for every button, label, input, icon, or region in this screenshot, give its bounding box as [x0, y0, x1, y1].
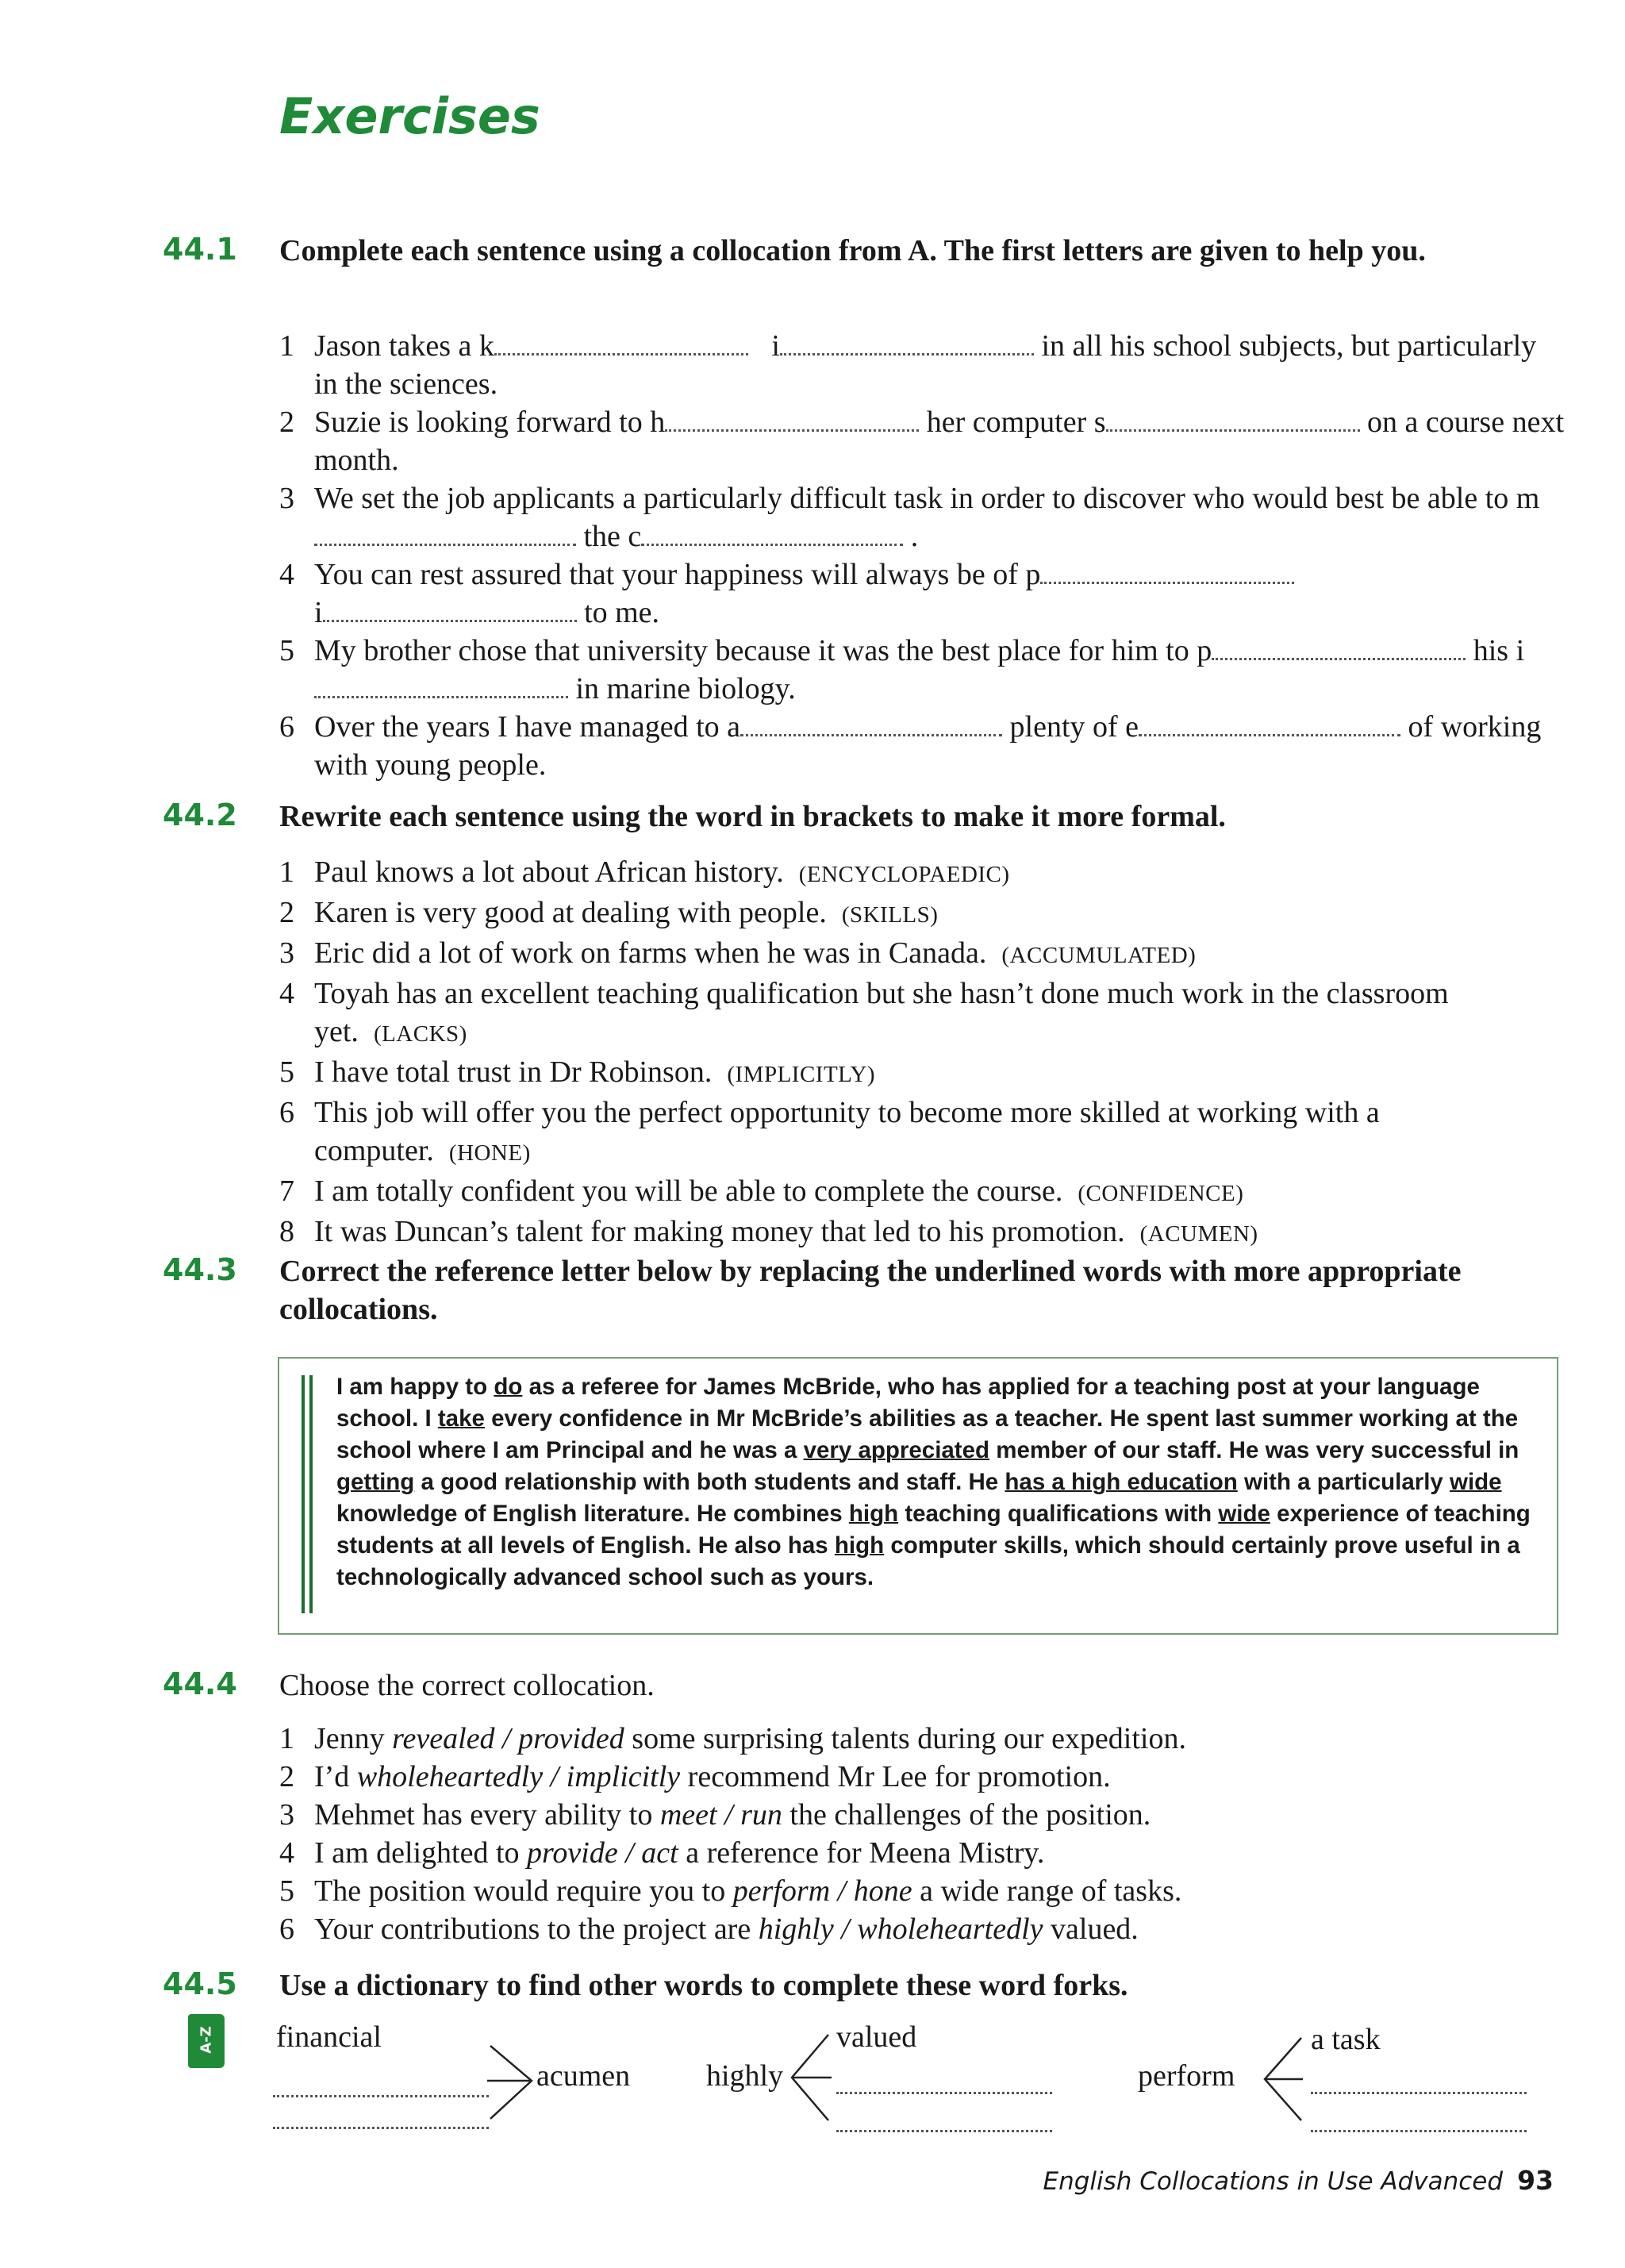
- list-item: [279, 1758, 1565, 1796]
- answer-blank[interactable]: [665, 406, 919, 432]
- item-text: her computer s: [919, 406, 1106, 439]
- item-number: 2: [279, 1760, 294, 1793]
- item-text: I’d: [314, 1760, 357, 1793]
- list-item: [279, 974, 1565, 1053]
- answer-blank[interactable]: [273, 2103, 489, 2129]
- page-title: Exercises: [279, 87, 540, 145]
- choice-options[interactable]: revealed / provided: [392, 1722, 624, 1755]
- answer-blank[interactable]: [1040, 558, 1294, 584]
- item-text: We set the job applicants a particularly difficult task in order to discover who would best be able to m: [314, 482, 1540, 515]
- exercise-list: [279, 853, 1565, 1253]
- choice-options[interactable]: provide / act: [527, 1836, 678, 1870]
- choice-options[interactable]: highly / wholeheartedly: [758, 1912, 1043, 1946]
- item-number: 3: [279, 482, 294, 515]
- item-text: in marine biology.: [568, 672, 796, 705]
- underlined-word: take: [437, 1405, 485, 1432]
- item-number: 5: [279, 1055, 294, 1089]
- fork-word: a task: [1311, 2023, 1381, 2056]
- item-text: i: [314, 596, 323, 629]
- answer-blank[interactable]: [1311, 2068, 1527, 2094]
- item-number: 8: [279, 1215, 294, 1248]
- item-text: Paul knows a lot about African history.: [314, 855, 784, 889]
- item-number: 5: [279, 1874, 294, 1908]
- item-text: Jenny: [314, 1722, 393, 1755]
- item-text: I have total trust in Dr Robinson.: [314, 1055, 713, 1089]
- item-text: i: [763, 329, 780, 363]
- answer-blank[interactable]: [836, 2068, 1052, 2094]
- exercise-instruction: Choose the correct collocation.: [279, 1669, 655, 1702]
- item-number: 4: [279, 558, 294, 591]
- bracket-word: (HONE): [448, 1140, 531, 1166]
- answer-blank[interactable]: [641, 520, 903, 546]
- underlined-word: high: [848, 1501, 899, 1527]
- item-number: 3: [279, 1798, 294, 1832]
- exercise-number: 44.2: [163, 798, 237, 832]
- letter-text: computer skills, which should certainly prove useful in a technologically advanced school such as yours.: [336, 1532, 1520, 1590]
- list-item: [279, 555, 1565, 632]
- answer-blank[interactable]: [1212, 634, 1466, 660]
- list-item: [279, 1910, 1565, 1948]
- bracket-word: (ACUMEN): [1139, 1221, 1258, 1247]
- item-text: the challenges of the position.: [782, 1798, 1151, 1832]
- list-item: [279, 853, 1565, 894]
- item-number: 2: [279, 896, 294, 929]
- fork-lines: [787, 2028, 835, 2124]
- letter-text: teaching qualifications with: [898, 1501, 1219, 1527]
- exercise-list: [279, 1720, 1565, 1948]
- item-text: Toyah has an excellent teaching qualification but she hasn’t done much work in the classroom yet.: [314, 977, 1449, 1048]
- underlined-word: wide: [1450, 1469, 1502, 1495]
- reference-letter-text: [336, 1371, 1542, 1593]
- answer-blank[interactable]: [314, 520, 576, 546]
- fork-word: perform: [1138, 2059, 1235, 2093]
- exercise-number: 44.5: [163, 1966, 237, 2001]
- item-text: in all his school subjects, but particularly in the sciences.: [314, 329, 1537, 401]
- item-number: 4: [279, 1836, 294, 1870]
- fork-word: highly: [706, 2059, 784, 2093]
- exercise-instruction: Rewrite each sentence using the word in brackets to make it more formal.: [279, 800, 1226, 833]
- letter-margin-bar: [309, 1375, 313, 1613]
- exercise-instruction: Complete each sentence using a collocation from A. The first letters are given to help you.: [279, 234, 1426, 267]
- underlined-word: high: [834, 1532, 885, 1559]
- list-item: [279, 1053, 1565, 1094]
- item-number: 6: [279, 710, 294, 744]
- item-text: Over the years I have managed to a: [314, 710, 741, 744]
- answer-blank[interactable]: [836, 2106, 1052, 2132]
- exercise-list: [279, 327, 1565, 784]
- book-title: English Collocations in Use Advanced: [1043, 2167, 1504, 2196]
- item-number: 6: [279, 1096, 294, 1129]
- item-text: My brother chose that university because it was the best place for him to p: [314, 634, 1212, 667]
- fork-lines: [1258, 2032, 1306, 2124]
- underlined-word: do: [494, 1374, 523, 1400]
- item-number: 4: [279, 977, 294, 1010]
- underlined-word: has a high education: [1005, 1469, 1238, 1495]
- exercise-number: 44.1: [163, 232, 237, 267]
- answer-blank[interactable]: [1106, 406, 1360, 432]
- list-item: [279, 1872, 1565, 1910]
- item-text: Jason takes a k: [314, 329, 494, 363]
- fork-word: financial: [276, 2020, 382, 2054]
- item-text: You can rest assured that your happiness will always be of p: [314, 558, 1041, 591]
- letter-text: a good relationship with both students and staff. He: [414, 1469, 1005, 1495]
- fork-word: valued: [836, 2020, 917, 2054]
- underlined-word: wide: [1218, 1501, 1270, 1527]
- answer-blank[interactable]: [323, 596, 577, 622]
- item-text: Mehmet has every ability to: [314, 1798, 660, 1832]
- item-text: It was Duncan’s talent for making money that led to his promotion.: [314, 1215, 1125, 1248]
- item-text: some surprising talents during our expedition.: [624, 1722, 1186, 1755]
- answer-blank[interactable]: [740, 710, 1002, 736]
- list-item: [279, 1834, 1565, 1872]
- item-text: valued.: [1043, 1912, 1139, 1946]
- exercise-number: 44.3: [163, 1252, 237, 1287]
- letter-text: knowledge of English literature. He combines: [336, 1501, 849, 1527]
- item-text: Eric did a lot of work on farms when he was in Canada.: [314, 936, 987, 970]
- item-number: 2: [279, 406, 294, 439]
- exercise-number: 44.4: [163, 1666, 237, 1701]
- item-number: 7: [279, 1174, 294, 1208]
- item-text: Karen is very good at dealing with people.: [314, 896, 827, 929]
- item-text: I am totally confident you will be able to complete the course.: [314, 1174, 1063, 1208]
- item-text: I am delighted to: [314, 1836, 528, 1870]
- choice-options[interactable]: perform / hone: [732, 1874, 912, 1908]
- answer-blank[interactable]: [1139, 710, 1400, 736]
- item-text: Suzie is looking forward to h: [314, 406, 666, 439]
- letter-text: member of our staff. He was very successful in: [989, 1437, 1519, 1463]
- bracket-word: (ACCUMULATED): [1001, 943, 1197, 968]
- bracket-word: (IMPLICITLY): [727, 1062, 876, 1087]
- item-text: plenty of e: [1002, 710, 1139, 744]
- item-number: 1: [279, 329, 294, 363]
- item-text: The position would require you to: [314, 1874, 733, 1908]
- list-item: [279, 1094, 1565, 1172]
- item-text: recommend Mr Lee for promotion.: [680, 1760, 1111, 1793]
- page-number: 93: [1517, 2165, 1554, 2196]
- page-footer: [1043, 2165, 1554, 2196]
- choice-options[interactable]: meet / run: [659, 1798, 782, 1832]
- item-number: 1: [279, 855, 294, 889]
- bracket-word: (LACKS): [373, 1021, 467, 1047]
- letter-text: I am happy to: [336, 1374, 494, 1400]
- answer-blank[interactable]: [273, 2071, 489, 2097]
- item-number: 3: [279, 936, 294, 970]
- item-number: 6: [279, 1912, 294, 1946]
- list-item: [279, 1720, 1565, 1758]
- letter-text: every confidence in Mr McBride’s abilities as a teacher. He spent last summer working at the school where I am Principal and he was a: [336, 1405, 1519, 1463]
- underlined-word: very appreciated: [803, 1437, 990, 1463]
- item-text: of working with young people.: [314, 710, 1542, 782]
- fork-word: acumen: [536, 2059, 631, 2093]
- item-text: This job will offer you the perfect opportunity to become more skilled at working with a computer.: [314, 1096, 1380, 1167]
- item-number: 5: [279, 634, 294, 667]
- answer-blank[interactable]: [314, 672, 568, 698]
- underlined-word: getting: [336, 1469, 415, 1495]
- item-text: to me.: [576, 596, 660, 629]
- bracket-word: (SKILLS): [841, 902, 939, 928]
- item-number: 1: [279, 1722, 294, 1755]
- list-item: [279, 1796, 1565, 1834]
- letter-text: with a particularly: [1237, 1469, 1450, 1495]
- answer-blank[interactable]: [494, 329, 748, 356]
- list-item: [279, 934, 1565, 974]
- letter-text: experience of teaching students at all levels of English. He also has: [336, 1501, 1531, 1559]
- choice-options[interactable]: wholeheartedly / implicitly: [356, 1760, 681, 1793]
- list-item: [279, 403, 1565, 479]
- item-text: on a course next month.: [314, 406, 1564, 477]
- fork-lines: [484, 2039, 540, 2127]
- dictionary-book-icon: A-Z: [188, 2014, 225, 2068]
- letter-margin-bar: [302, 1375, 305, 1613]
- bracket-word: (CONFIDENCE): [1078, 1181, 1244, 1206]
- list-item: [279, 1172, 1565, 1213]
- list-item: [279, 327, 1565, 403]
- list-item: [279, 479, 1565, 555]
- item-text: the c: [576, 520, 642, 553]
- list-item: [279, 708, 1565, 784]
- item-text: a wide range of tasks.: [912, 1874, 1182, 1908]
- item-text: Your contributions to the project are: [314, 1912, 759, 1946]
- exercise-instruction: Correct the reference letter below by replacing the underlined words with more appropriate collocations.: [279, 1255, 1462, 1326]
- answer-blank[interactable]: [1311, 2106, 1527, 2132]
- list-item: [279, 1213, 1565, 1253]
- list-item: [279, 894, 1565, 934]
- exercise-instruction: Use a dictionary to find other words to complete these word forks.: [279, 1969, 1128, 2002]
- item-text: .: [903, 520, 919, 553]
- answer-blank[interactable]: [780, 329, 1034, 356]
- list-item: [279, 632, 1565, 708]
- item-text: a reference for Meena Mistry.: [678, 1836, 1045, 1870]
- bracket-word: (ENCYCLOPAEDIC): [798, 862, 1010, 887]
- item-text: his i: [1466, 634, 1525, 667]
- letter-text: as a referee for James McBride, who has applied for a teaching post at your language school. I: [336, 1374, 1480, 1432]
